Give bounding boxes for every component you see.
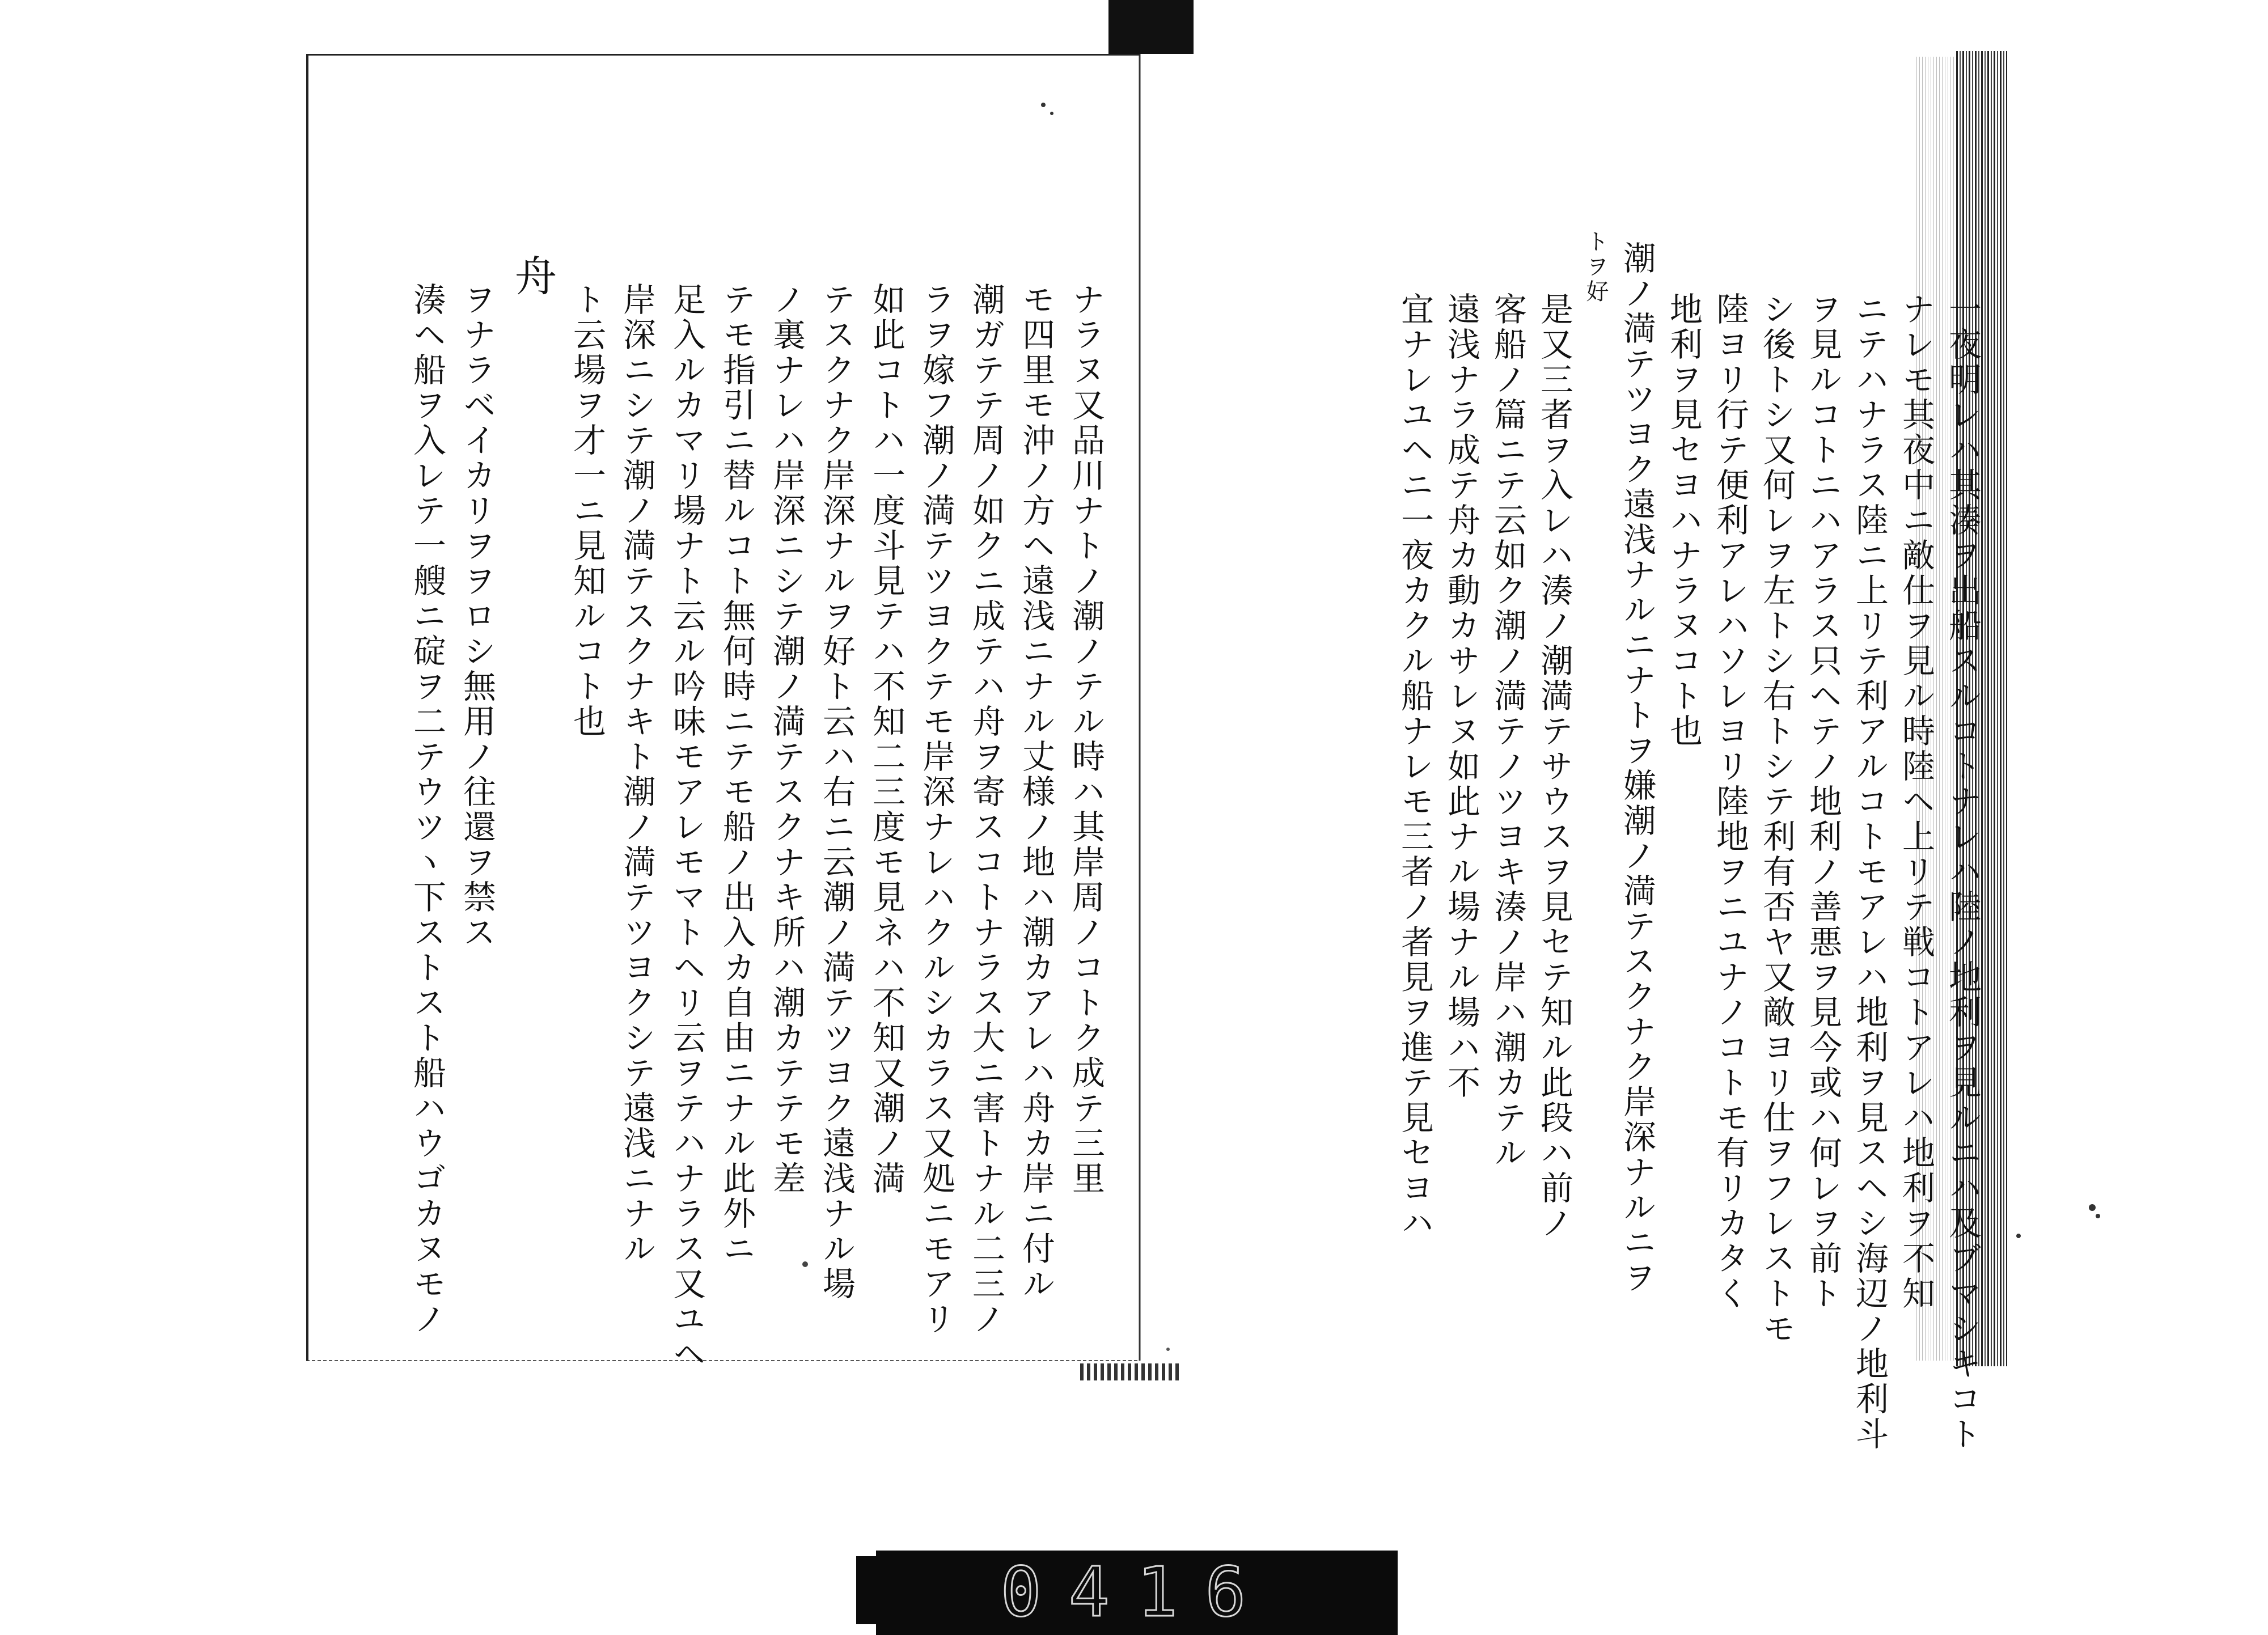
frame-tick [856, 1556, 879, 1624]
right-col-heading: 潮ノ満テツヨク遠浅ナルニナトヲ嫌潮ノ満テスクナク岸深ナルニヲ [1618, 241, 1656, 1295]
left-col-10: 岸深ニシテ潮ノ満テスクナキト潮ノ満テツヨクシテ遠浅ニナル [617, 282, 656, 1267]
right-col-4: ヲ見ルコトニハアラス只ヘテノ地利ノ善悪ヲ見今或ハ何レヲ前ト [1804, 292, 1842, 1311]
right-col-2: ナレモ其夜中ニ敵仕ヲ見ル時陸ヘ上リテ戦コトアレハ地利ヲ不知 [1897, 292, 1935, 1311]
right-col-10: 是又三者ヲ入レハ湊ノ潮満テサウスヲ見セテ知ル此段ハ前ノ [1535, 292, 1573, 1241]
right-col-7: 地利ヲ見セヨハナラヌコト也 [1664, 292, 1703, 749]
right-col-11: 客船ノ篇ニテ云如ク潮ノ満テノツヨキ湊ノ岸ハ潮カテル [1488, 292, 1527, 1171]
right-page [1140, 54, 2007, 1452]
left-col-9: 足入ルカマリ場ナト云ル吟味モアレモマトヘリ云ヲテハナラス又ユヘ [667, 282, 706, 1372]
left-col-5: 如此コトハ一度斗見テハ不知二三度モ見ネハ不知又潮ノ満 [867, 282, 905, 1196]
frame-number: 0416 [1000, 1553, 1273, 1632]
left-col-1: ナラヌ又品川ナトノ潮ノテル時ハ其岸周ノコトク成テ三里 [1067, 282, 1105, 1196]
left-col-2: モ四里モ沖ノ方ヘ遠浅ニナル丈様ノ地ハ潮カアレハ舟カ岸ニ付ル [1017, 282, 1055, 1302]
right-page-text [1395, 230, 1982, 1452]
section-heading: 舟 [508, 254, 557, 298]
frame-number-bar [876, 1551, 1398, 1635]
right-col-3: ニテハナラス陸ニ上リテ利アルコトモアレハ地利ヲ見スヘシ海辺ノ地利斗 [1850, 292, 1889, 1452]
right-col-6: 陸ヨリ行テ便利アレハソレヨリ陸地ヲニユナノコトモ有リカタく [1711, 292, 1749, 1311]
right-col-13: 宜ナレユヘニ一夜カクル船ナレモ三者ノ者見ヲ進テ見セヨハ [1395, 292, 1434, 1241]
left-col-7: ノ裏ナレハ岸深ニシテ潮ノ満テスクナキ所ハ潮カテテモ差 [767, 282, 806, 1196]
left-col-3: 潮ガテテ周ノ如クニ成テハ舟ヲ寄スコトナラス大ニ害トナル二三ノ [967, 282, 1005, 1337]
right-col-note: トヲ好 [1582, 230, 1609, 304]
left-col-14: 湊ヘ船ヲ入レテ一艘ニ碇ヲ二テウツヽ下ストスト船ハウゴカヌモノ [408, 282, 446, 1337]
bottom-binding-marks [1080, 1363, 1182, 1380]
left-col-8: テモ指引ニ替ルコト無何時ニテモ船ノ出入カ自由ニナル此外ニ [717, 282, 756, 1267]
left-col-4: ラヲ嫁フ潮ノ満テツヨクテモ岸深ナレハクルシカラス又処ニモアリ [917, 282, 955, 1337]
right-col-1: 一夜明レハ其湊ヲ出船スルコトナレハ陸ノ地利ヲ見ルニハ及ブマシキコト [1943, 292, 1982, 1452]
left-page-text [376, 254, 1105, 1372]
left-col-6: テスクナク岸深ナルヲ好ト云ハ右ニ云潮ノ満テツヨク遠浅ナル場 [817, 282, 856, 1302]
left-col-11: ト云場ヲ才一ニ見知ルコト也 [568, 282, 606, 739]
binding-tab [1108, 0, 1194, 54]
right-col-5: シ後トシ又何レヲ左トシ右トシテ利有否ヤ又敵ヨリ仕ヲフレストモ [1757, 292, 1796, 1346]
left-page [306, 54, 1140, 1372]
left-col-13: ヲナラベイカリヲヲロシ無用ノ往還ヲ禁ス [458, 282, 496, 950]
right-col-12: 遠浅ナラ成テ舟カ動カサレヌ如此ナル場ナル場ハ不 [1442, 292, 1480, 1100]
